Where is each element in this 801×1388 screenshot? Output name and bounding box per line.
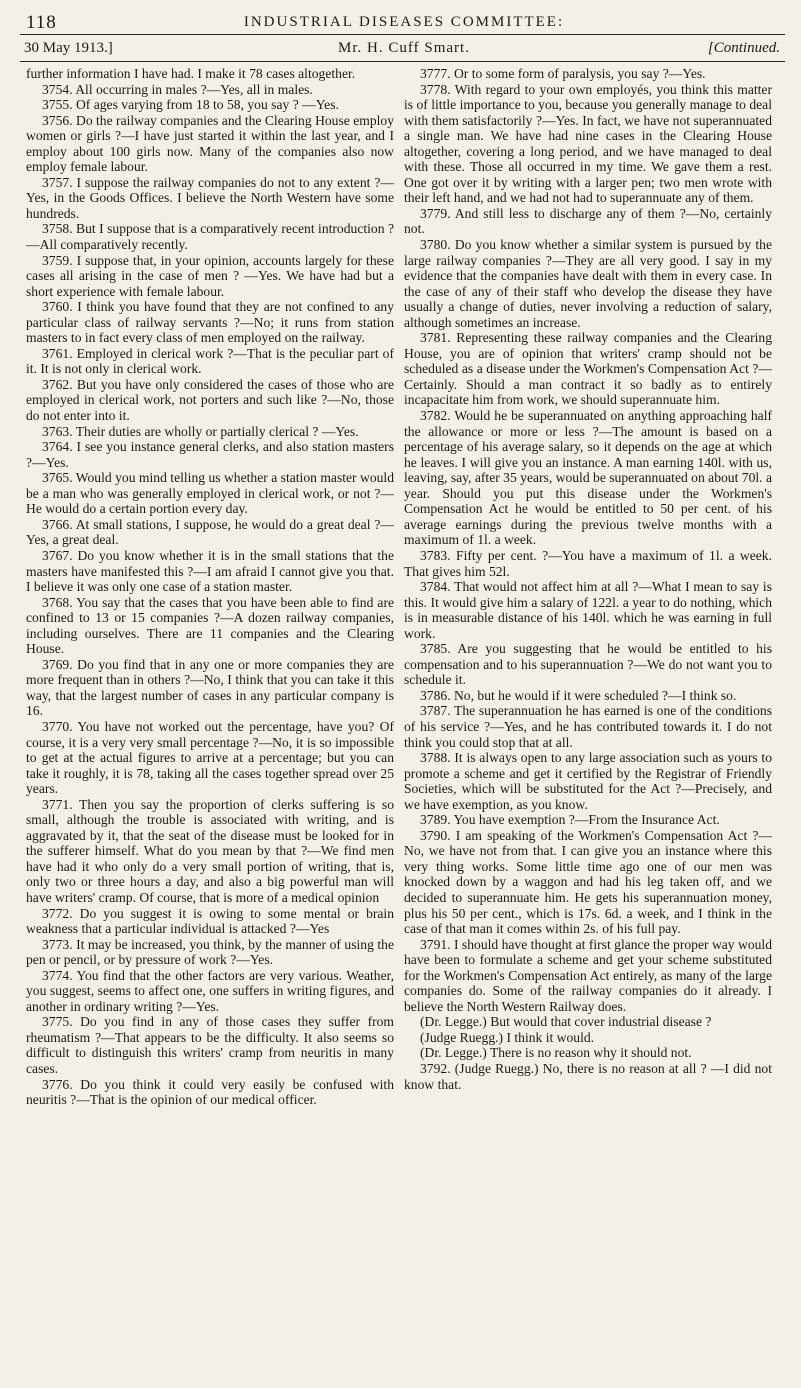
paragraph: 3792. (Judge Ruegg.) No, there is no reason at all ? —I did not know that.: [404, 1061, 772, 1092]
paragraph: 3780. Do you know whether a similar system is pursued by the large railway companies ?—They are all very good. I say in my evidence that the companies have dealt with them in every case. In the case of any of their staff who develop the disease they have usually a change of duties, never involving a reduction of salary, although sometimes an increase.: [404, 237, 772, 330]
witness-name: Mr. H. Cuff Smart.: [338, 40, 470, 56]
paragraph: 3760. I think you have found that they are not confined to any particular class of railway servants ?—No; it runs from station masters to in fact every class of men employed on the railway.: [26, 299, 394, 346]
left-column: [26, 66, 394, 1108]
paragraph: further information I have had. I make it 78 cases altogether.: [26, 66, 356, 81]
paragraph: 3754. All occurring in males ?—Yes, all in males.: [42, 81, 313, 97]
paragraph: 3764. I see you instance general clerks, and also station masters ?—Yes.: [26, 439, 394, 470]
subheader-rule: [20, 61, 785, 62]
paragraph: 3781. Representing these railway companies and the Clearing House, you are of opinion that writers' cramp should not be scheduled as a disease under the Workmen's Compensation Act ?—Certainly. Should a man contract it so badly as to entirely incapacitate him from work, we should superannuate him.: [404, 330, 772, 408]
paragraph: 3755. Of ages varying from 18 to 58, you say ? —Yes.: [42, 97, 339, 113]
paragraph: 3761. Employed in clerical work ?—That is the peculiar part of it. It is not only in clerical work.: [26, 345, 394, 377]
paragraph: 3789. You have exemption ?—From the Insurance Act.: [420, 812, 720, 828]
continued-marker: [Continued.: [707, 40, 780, 56]
paragraph: 3773. It may be increased, you think, by the manner of using the pen or pencil, or by pressure of work ?—Yes.: [26, 936, 394, 968]
paragraph: 3769. Do you find that in any one or more companies they are more frequent than in others ?—No, I think that you can take it this way, that the largest number of cases in any particular company is 16.: [26, 656, 394, 719]
paragraph: 3784. That would not affect him at all ?—What I mean to say is this. It would give him a salary of 122l. a year to do nothing, which is in measurable distance of his 140l. which he was earning in full work.: [404, 579, 772, 641]
page-number: 118: [26, 12, 57, 33]
right-column: [404, 66, 772, 1092]
header-rule: [20, 34, 785, 35]
paragraph: 3783. Fifty per cent. ?—You have a maximum of 1l. a week. That gives him 52l.: [404, 547, 772, 579]
running-title: INDUSTRIAL DISEASES COMMITTEE:: [243, 14, 565, 30]
paragraph: 3768. You say that the cases that you have been able to find are confined to 13 or 15 companies ?—A dozen railway companies, including ourselves. There are 11 companies and the Clearing House.: [26, 594, 394, 657]
paragraph: 3788. It is always open to any large association such as yours to promote a scheme and get it certified by the Registrar of Friendly Societies, which will be substituted for the Act ?—Precisely, and we have exemption, as you know.: [404, 750, 772, 812]
paragraph: 3779. And still less to discharge any of them ?—No, certainly not.: [404, 205, 772, 237]
paragraph: 3782. Would he be superannuated on anything approaching half the allowance or more or less ?—The amount is based on a percentage of his average salary, so it depends on the age at which he leaves. I will give you an instance. A man earning 140l. with us, leaving, say, after 35 years, would be superannuated on about 70l. a year. Should you put this disease under the Workmen's Compensation Act he would be entitled to 50 per cent. of his average earnings during the previous twelve months with a maximum of 1l. a week.: [404, 408, 772, 548]
paragraph: 3790. I am speaking of the Workmen's Compensation Act ?—No, we have not from that. I can give you an instance where this very thing works. Some little time ago one of our men was knocked down by a waggon and had his leg taken off, and we decided to superannuate him. He gets his superannuation money, plus his 50 per cent., which is 17s. 6d. a week, and I think in the case of that man it comes within 2s. of his full pay.: [404, 827, 772, 937]
paragraph: 3770. You have not worked out the percentage, have you? Of course, it is a very very small percentage ?—No, it is so impossible to get at the actual figures to arrive at a percentage; but you can take it roughly, it is 78, taking all the cases together spread over 25 years.: [26, 718, 394, 797]
paragraph: 3763. Their duties are wholly or partially clerical ? —Yes.: [42, 423, 359, 439]
paragraph: 3758. But I suppose that is a comparatively recent introduction ?—All comparatively recently.: [26, 221, 394, 253]
paragraph: 3766. At small stations, I suppose, he would do a great deal ?—Yes, a great deal.: [26, 516, 394, 548]
paragraph: 3756. Do the railway companies and the Clearing House employ women or girls ?—I have just started it within the last year, and I employ about 100 girls now. Many of the companies also now employ female labour.: [26, 112, 394, 175]
paragraph: (Dr. Legge.) There is no reason why it should not.: [420, 1045, 692, 1061]
paragraph: 3786. No, but he would if it were scheduled ?—I think so.: [420, 687, 737, 703]
paragraph: 3791. I should have thought at first glance the proper way would have been to formulate a scheme and get your scheme substituted for the Workmen's Compensation Act entirely, as many of the large companies do. Some of the railway companies do it already. I believe the North Western Railway does.: [404, 936, 772, 1014]
sub-header: [24, 38, 784, 60]
paragraph: 3759. I suppose that, in your opinion, accounts largely for these cases all arising in the case of men ? —Yes. We have had but a short experience with female labour.: [26, 252, 394, 299]
paragraph: 3775. Do you find in any of those cases they suffer from rheumatism ?—That appears to be the difficulty. It also seems so difficult to distinguish this writers' cramp from neuritis in many cases.: [26, 1014, 394, 1076]
paragraph: 3772. Do you suggest it is owing to some mental or brain weakness that a particular individual is attacked ?—Yes: [26, 905, 394, 937]
paragraph: 3778. With regard to your own employés, you think this matter is of little importance to you, because you generally manage to deal with them satisfactorily ?—Yes. In fact, we have not superannuated a single man. We have had nine cases in the Clearing House altogether, covering a long period, and we have managed to deal with these. Those all occurred in my time. We gave them a rest. One got over it by writing with a larger pen; two men wrote with their left hand, and we had not had to superannuate any of them.: [404, 81, 772, 206]
paragraph: 3776. Do you think it could very easily be confused with neuritis ?—That is the opinion of our medical officer.: [26, 1076, 394, 1108]
sitting-date: 30 May 1913.]: [24, 40, 113, 56]
paragraph: 3771. Then you say the proportion of clerks suffering is so small, although the trouble is associated with writing, and is aggravated by it, that the seat of the disease must be looked for in the sufferer himself. What do you mean by that ?—We find men have had it who only do a very small portion of writing, that is, only two or three hours a day, and also a big powerful man will have writers' cramp. Of course, that is more of a medical opinion: [26, 796, 394, 905]
paragraph: 3774. You find that the other factors are very various. Weather, you suggest, seems to affect one, one suffers in writing figures, and another in ordinary writing ?—Yes.: [26, 967, 394, 1014]
paragraph: 3757. I suppose the railway companies do not to any extent ?—Yes, in the Goods Offices. I believe the North Western have some hundreds.: [26, 174, 394, 221]
paragraph: 3762. But you have only considered the cases of those who are employed in clerical work, not porters and such like ?—No, those do not enter into it.: [26, 376, 394, 424]
page-header: [24, 6, 784, 32]
paragraph: 3777. Or to some form of paralysis, you say ?—Yes.: [420, 66, 706, 81]
paragraph: 3785. Are you suggesting that he would be entitled to his compensation and to his superannuation ?—We do not want you to schedule it.: [404, 641, 772, 688]
paragraph: 3787. The superannuation he has earned is one of the conditions of his service ?—Yes, and he has contributed towards it. I do not think you could stop that at all.: [404, 703, 772, 750]
paragraph: (Judge Ruegg.) I think it would.: [420, 1029, 595, 1045]
paragraph: 3767. Do you know whether it is in the small stations that the masters have manifested this ?—I am afraid I cannot give you that. I believe it was only one case of a station master.: [26, 547, 394, 595]
paragraph: (Dr. Legge.) But would that cover industrial disease ?: [420, 1014, 712, 1030]
paragraph: 3765. Would you mind telling us whether a station master would be a man who was generally employed in clerical work, or not ?—He would do a certain portion every day.: [26, 470, 394, 517]
